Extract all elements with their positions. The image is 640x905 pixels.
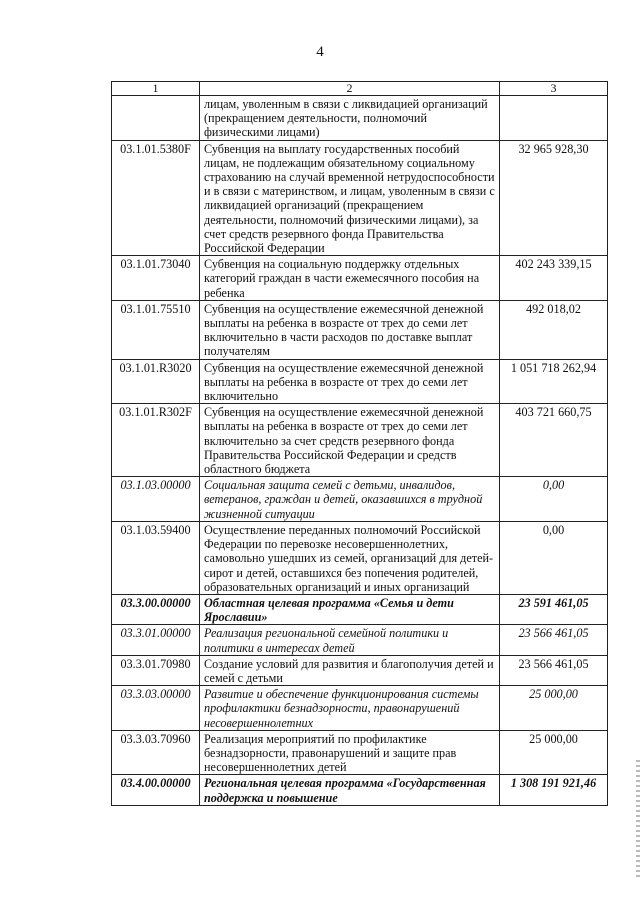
amount-cell: 25 000,00 bbox=[500, 730, 608, 775]
amount-cell: 32 965 928,30 bbox=[500, 140, 608, 256]
name-cell: Субвенция на выплату государственных пособий лицам, не подлежащим обязательному социальному страхованию на случай временной нетрудоспособности и в связи с материнством, и лицам, уволенным в связи с ликвидацией организаций (прекращением деятельности, полномочий физическими лицами), за счет средств резервного фонда Правительства Российской Федерации bbox=[200, 140, 500, 256]
table-row bbox=[112, 256, 608, 301]
code-cell bbox=[112, 96, 200, 141]
name-cell: Субвенция на осуществление ежемесячной денежной выплаты на ребенка в возрасте от трех до семи лет включительно за счет средств резервного фонда Правительства Российской Федерации и средств областного бюджета bbox=[200, 404, 500, 477]
code-cell: 03.1.03.59400 bbox=[112, 521, 200, 594]
amount-cell: 1 051 718 262,94 bbox=[500, 359, 608, 404]
amount-cell: 403 721 660,75 bbox=[500, 404, 608, 477]
code-cell: 03.1.03.00000 bbox=[112, 477, 200, 522]
table-row bbox=[112, 730, 608, 775]
table-row bbox=[112, 594, 608, 624]
amount-cell: 1 308 191 921,46 bbox=[500, 775, 608, 805]
budget-table bbox=[111, 81, 608, 806]
column-header-2: 2 bbox=[200, 82, 500, 96]
column-header-3: 3 bbox=[500, 82, 608, 96]
code-cell: 03.1.01.73040 bbox=[112, 256, 200, 301]
table-row bbox=[112, 404, 608, 477]
name-cell: Осуществление переданных полномочий Российской Федерации по перевозке несовершеннолетних, самовольно ушедших из семей, организаций для детей-сирот и детей, оставшихся без попечения родителей, образовательных организаций и иных организаций bbox=[200, 521, 500, 594]
name-cell: Областная целевая программа «Семья и дети Ярославии» bbox=[200, 594, 500, 624]
table-row bbox=[112, 477, 608, 522]
table-row bbox=[112, 359, 608, 404]
page-number: 4 bbox=[316, 44, 324, 60]
code-cell: 03.3.00.00000 bbox=[112, 594, 200, 624]
scan-edge-marks bbox=[636, 760, 640, 880]
amount-cell: 25 000,00 bbox=[500, 686, 608, 731]
amount-cell: 0,00 bbox=[500, 521, 608, 594]
name-cell: Субвенция на осуществление ежемесячной денежной выплаты на ребенка в возрасте от трех до семи лет включительно в части расходов по доставке выплат получателям bbox=[200, 300, 500, 359]
amount-cell: 23 591 461,05 bbox=[500, 594, 608, 624]
table-row bbox=[112, 625, 608, 655]
table-row bbox=[112, 521, 608, 594]
amount-cell: 402 243 339,15 bbox=[500, 256, 608, 301]
table-row bbox=[112, 686, 608, 731]
code-cell: 03.1.01.75510 bbox=[112, 300, 200, 359]
amount-cell: 492 018,02 bbox=[500, 300, 608, 359]
name-cell: Реализация региональной семейной политики и политики в интересах детей bbox=[200, 625, 500, 655]
name-cell: Субвенция на осуществление ежемесячной денежной выплаты на ребенка в возрасте от трех до семи лет включительно bbox=[200, 359, 500, 404]
table-row bbox=[112, 655, 608, 685]
code-cell: 03.1.01.R302F bbox=[112, 404, 200, 477]
table-row bbox=[112, 775, 608, 805]
code-cell: 03.3.01.70980 bbox=[112, 655, 200, 685]
name-cell: Субвенция на социальную поддержку отдельных категорий граждан в части ежемесячного пособия на ребенка bbox=[200, 256, 500, 301]
table-body bbox=[112, 96, 608, 806]
code-cell: 03.3.01.00000 bbox=[112, 625, 200, 655]
amount-cell: 23 566 461,05 bbox=[500, 625, 608, 655]
column-header-1: 1 bbox=[112, 82, 200, 96]
name-cell: Региональная целевая программа «Государственная поддержка и повышение bbox=[200, 775, 500, 805]
name-cell: Развитие и обеспечение функционирования системы профилактики безнадзорности, правонарушений несовершеннолетних bbox=[200, 686, 500, 731]
code-cell: 03.3.03.70960 bbox=[112, 730, 200, 775]
code-cell: 03.1.01.5380F bbox=[112, 140, 200, 256]
table-row bbox=[112, 300, 608, 359]
name-cell: Реализация мероприятий по профилактике безнадзорности, правонарушений и защите прав несовершеннолетних детей bbox=[200, 730, 500, 775]
amount-cell: 23 566 461,05 bbox=[500, 655, 608, 685]
table-row bbox=[112, 96, 608, 141]
name-cell: Создание условий для развития и благополучия детей и семей с детьми bbox=[200, 655, 500, 685]
name-cell: Социальная защита семей с детьми, инвалидов, ветеранов, граждан и детей, оказавшихся в трудной жизненной ситуации bbox=[200, 477, 500, 522]
table-row bbox=[112, 140, 608, 256]
amount-cell bbox=[500, 96, 608, 141]
table-header-row bbox=[112, 82, 608, 96]
amount-cell: 0,00 bbox=[500, 477, 608, 522]
code-cell: 03.1.01.R3020 bbox=[112, 359, 200, 404]
code-cell: 03.3.03.00000 bbox=[112, 686, 200, 731]
name-cell: лицам, уволенным в связи с ликвидацией организаций (прекращением деятельности, полномочий физическими лицами) bbox=[200, 96, 500, 141]
code-cell: 03.4.00.00000 bbox=[112, 775, 200, 805]
